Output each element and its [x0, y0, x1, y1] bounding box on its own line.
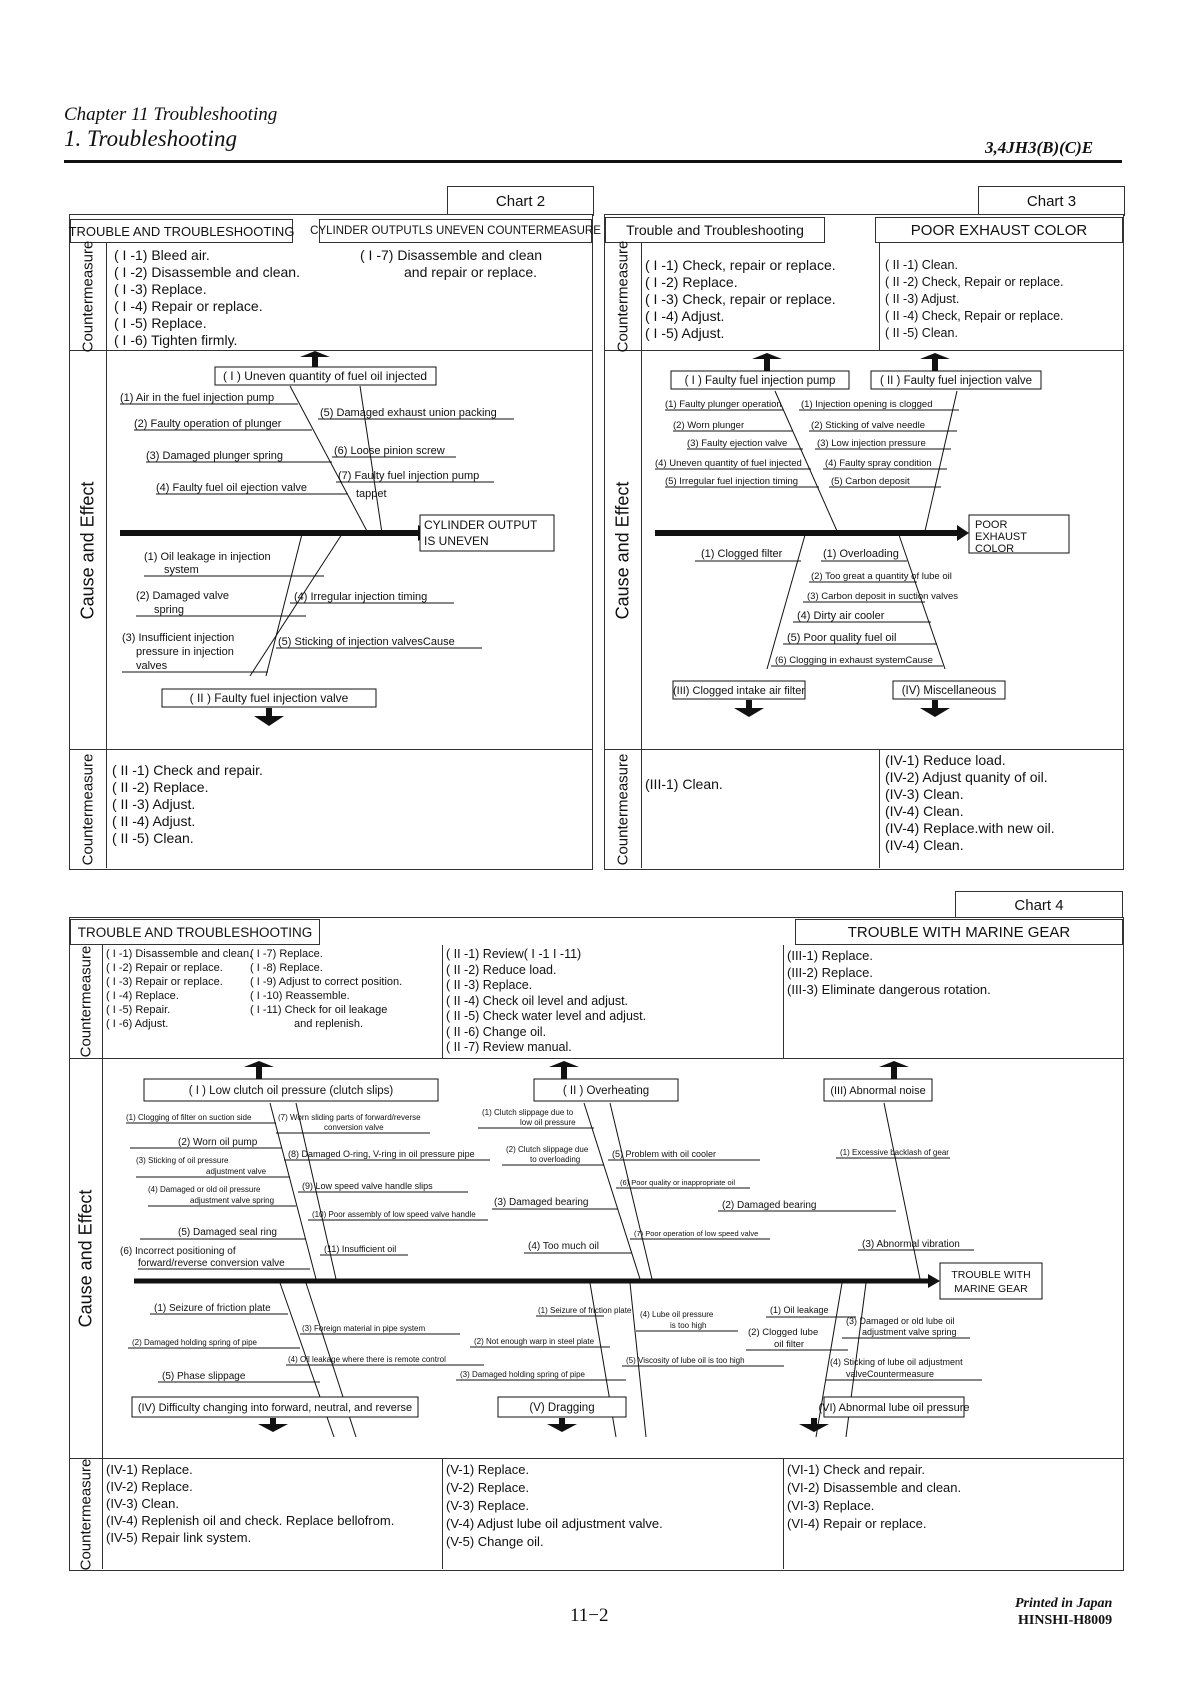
chart4-bottom-col3: (VI-1) Check and repair. (VI-2) Disassemble and clean. (VI-3) Replace. (VI-4) Repair or replace.: [787, 1462, 962, 1531]
page-number: 11−2: [570, 1605, 609, 1626]
chart4-cause-14: (3) Damaged bearing: [494, 1197, 589, 1208]
chart3-cause-13: (2) Too great a quantity of lube oil: [811, 571, 952, 582]
chart4-cause-12: (1) Clutch slippage due to: [482, 1108, 574, 1117]
chart3-bottom-col1: (III-1) Clean.: [645, 776, 723, 792]
svg-text:to overloading: to overloading: [530, 1155, 581, 1164]
section-title: 1. Troubleshooting: [64, 126, 237, 151]
chart3-effect-1: POOR: [975, 519, 1008, 531]
chart4-cause-4: (4) Damaged or old oil pressure: [148, 1185, 261, 1194]
chart2-ce-vlabel: Cause and Effect: [70, 351, 107, 749]
chart4-cause-effect: [70, 1059, 1123, 1459]
chart3-right-title: POOR EXHAUST COLOR: [875, 217, 1123, 243]
chart3-cause-14: (3) Carbon deposit in suction valves: [807, 591, 959, 602]
chart4-bottom-col1: (IV-1) Replace. (IV-2) Replace. (IV-3) Clean. (IV-4) Replenish oil and check. Replace bellofrom. (IV-5) Repair link system.: [106, 1462, 395, 1545]
chart3-cause-2: (2) Worn plunger: [673, 420, 745, 431]
chart2-cause-10: (3) Insufficient injection: [122, 632, 235, 644]
chart2-cause-8: (1) Oil leakage in injection: [144, 551, 271, 563]
chart3-cause-10: (5) Carbon deposit: [831, 476, 910, 487]
chart4-group-1: ( I ) Low clutch oil pressure (clutch slips): [188, 1085, 394, 1097]
chart2-fishbone: [70, 351, 592, 749]
chart4-group-4: (IV) Difficulty changing into forward, neutral, and reverse: [137, 1402, 413, 1414]
chart2-label: Chart 2: [447, 186, 594, 216]
chart2-left-title: TROUBLE AND TROUBLESHOOTING: [70, 219, 293, 243]
chart4-cause-15: (4) Too much oil: [528, 1241, 599, 1252]
chart4-group-5: (V) Dragging: [529, 1402, 595, 1414]
chart4-cause-22: (1) Seizure of friction plate: [154, 1303, 271, 1314]
chart3-group-1: ( I ) Faulty fuel injection pump: [684, 375, 836, 387]
chart2-panel: [68, 214, 601, 870]
chart4-cause-35: (4) Sticking of lube oil adjustment: [830, 1357, 963, 1367]
svg-text:spring: spring: [154, 604, 184, 616]
chart4-label: Chart 4: [955, 891, 1123, 919]
chart3-bottom-countermeasure: [605, 750, 1123, 868]
chart2-effect-2: IS UNEVEN: [424, 534, 489, 548]
chart2-cause-5: (5) Damaged exhaust union packing: [320, 407, 497, 419]
chart3-cause-9: (4) Faulty spray condition: [825, 458, 932, 469]
svg-text:forward/reverse conversion val: forward/reverse conversion valve: [138, 1258, 285, 1269]
chart3-effect-3: COLOR: [975, 543, 1015, 555]
chart4-bottom-vlabel: Countermeasure: [70, 1459, 103, 1569]
chart3-cause-1: (1) Faulty plunger operation: [665, 399, 782, 410]
chart2-group-top: ( I ) Uneven quantity of fuel oil injected: [222, 369, 428, 383]
chart2-cause-7: (7) Faulty fuel injection pump: [338, 470, 480, 482]
chart4-cause-6: (6) Incorrect positioning of: [120, 1246, 236, 1257]
chart2-cause-12: (5) Sticking of injection valvesCause: [278, 636, 455, 648]
svg-text:low oil pressure: low oil pressure: [520, 1118, 576, 1127]
chart4-cause-5: (5) Damaged seal ring: [178, 1227, 277, 1238]
chart4-bottom-col2: (V-1) Replace. (V-2) Replace. (V-3) Replace. (V-4) Adjust lube oil adjustment valve. (V-5) Change oil.: [446, 1462, 663, 1549]
chart4-cause-3: (3) Sticking of oil pressure: [136, 1156, 229, 1165]
printed-note: Printed in Japan: [1015, 1596, 1113, 1611]
chart3-cause-12: (1) Overloading: [823, 548, 899, 560]
chart4-cause-18: (7) Poor operation of low speed valve: [634, 1229, 759, 1238]
chart3-top-col1: ( I -1) Check, repair or replace. ( I -2) Replace. ( I -3) Check, repair or replace. ( I -4) Adjust. ( I -5) Adjust.: [645, 257, 836, 341]
chart4-cause-29: (3) Damaged holding spring of pipe: [460, 1370, 585, 1379]
chart4-cause-8: (8) Damaged O-ring, V-ring in oil pressure pipe: [288, 1149, 475, 1159]
chart3-group-3: (III) Clogged intake air filter: [672, 685, 806, 697]
chart4-cause-13: (2) Clutch slippage due: [506, 1145, 589, 1154]
chart4-cause-26: (5) Phase slippage: [162, 1371, 246, 1382]
chart3-top-col2: ( II -1) Clean. ( II -2) Check, Repair or replace. ( II -3) Adjust. ( II -4) Check, Repair or replace. ( II -5) Clean.: [885, 258, 1064, 340]
chart2-top-col1: ( I -1) Bleed air. ( I -2) Disassemble and clean. ( I -3) Replace. ( I -4) Repair or replace. ( I -5) Replace. ( I -6) Tighten firmly.: [114, 247, 300, 348]
svg-text:adjustment valve spring: adjustment valve spring: [862, 1327, 957, 1337]
svg-text:valveCountermeasure: valveCountermeasure: [846, 1369, 935, 1379]
chart4-top-col3: (III-1) Replace. (III-2) Replace. (III-3) Eliminate dangerous rotation.: [787, 948, 991, 997]
chart2-effect-1: CYLINDER OUTPUT: [424, 518, 538, 532]
chart4-bottom-countermeasure: [70, 1459, 1123, 1569]
chart4-top-vlabel: Countermeasure: [70, 945, 103, 1058]
chart4-cause-32: (1) Oil leakage: [770, 1305, 829, 1315]
chart4-group-3: (III) Abnormal noise: [830, 1085, 926, 1097]
chart3-cause-16: (5) Poor quality fuel oil: [787, 632, 897, 644]
chart4-cause-23: (2) Damaged holding spring of pipe: [132, 1338, 257, 1347]
chart2-cause-7b: tappet: [356, 488, 387, 500]
chart4-cause-30: (4) Lube oil pressure: [640, 1310, 714, 1319]
chart4-top-countermeasure: [70, 945, 1123, 1059]
chart2-cause-effect: [70, 351, 592, 750]
chart2-top-col2: ( I -7) Disassemble and clean and repair or replace.: [360, 247, 543, 280]
svg-text:system: system: [164, 564, 199, 576]
svg-text:adjustment valve: adjustment valve: [206, 1167, 267, 1176]
svg-text:valves: valves: [136, 660, 168, 672]
chart3-cause-11: (1) Clogged filter: [701, 548, 783, 560]
chart3-cause-3: (3) Faulty ejection valve: [687, 438, 788, 449]
chart3-group-2: ( II ) Faulty fuel injection valve: [879, 375, 1033, 387]
chart3-top-vlabel: Countermeasure: [605, 243, 642, 350]
chart3-cause-4: (4) Uneven quantity of fuel injected: [655, 458, 802, 469]
chart4-cause-9: (9) Low speed valve handle slips: [302, 1181, 433, 1191]
chart3-top-countermeasure: [605, 240, 1123, 353]
chart4-cause-31: (5) Viscosity of lube oil is too high: [626, 1356, 745, 1365]
chart4-cause-11: (11) Insufficient oil: [324, 1244, 397, 1254]
chart2-bottom-col1: ( II -1) Check and repair. ( II -2) Replace. ( II -3) Adjust. ( II -4) Adjust. ( II -5) Clean.: [112, 762, 263, 846]
chart3-cause-8: (3) Low injection pressure: [817, 438, 926, 449]
chart4-effect-2: MARINE GEAR: [954, 1283, 1028, 1295]
chart2-bottom-vlabel: Countermeasure: [70, 750, 107, 868]
chart4-right-title: TROUBLE WITH MARINE GEAR: [795, 919, 1123, 945]
chart4-cause-33: (2) Clogged lube: [748, 1327, 819, 1338]
chart3-bottom-col2: (IV-1) Reduce load. (IV-2) Adjust quanity of oil. (IV-3) Clean. (IV-4) Clean. (IV-4) Replace.with new oil. (IV-4) Clean.: [885, 752, 1055, 853]
chart4-cause-20: (2) Damaged bearing: [722, 1200, 817, 1211]
chart3-bottom-vlabel: Countermeasure: [605, 750, 642, 868]
chart2-cause-2: (2) Faulty operation of plunger: [134, 418, 282, 430]
chart2-cause-3: (3) Damaged plunger spring: [146, 450, 283, 462]
chart3-cause-15: (4) Dirty air cooler: [797, 610, 885, 622]
chart4-cause-27: (1) Seizure of friction plate: [538, 1306, 632, 1315]
svg-text:pressure in injection: pressure in injection: [136, 646, 234, 658]
chart4-cause-24: (3) Foreign material in pipe system: [302, 1324, 426, 1333]
chart3-cause-effect: [605, 351, 1123, 750]
chapter-title: Chapter 11 Troubleshooting: [64, 104, 278, 125]
chart4-effect-1: TROUBLE WITH: [951, 1269, 1031, 1281]
svg-text:adjustment valve spring: adjustment valve spring: [190, 1196, 275, 1205]
svg-text:is too high: is too high: [670, 1321, 707, 1330]
chart2-top-vlabel: Countermeasure: [70, 243, 107, 350]
chart3-cause-5: (5) Irregular fuel injection timing: [665, 476, 799, 487]
chart4-fishbone: [70, 1059, 1123, 1458]
chart2-cause-11: (4) Irregular injection timing: [294, 591, 428, 603]
chart3-ce-vlabel: Cause and Effect: [605, 351, 642, 749]
chart4-left-title: TROUBLE AND TROUBLESHOOTING: [70, 919, 320, 945]
chart3-group-4: (IV) Miscellaneous: [901, 685, 997, 697]
chart4-cause-10: (10) Poor assembly of low speed valve handle: [312, 1210, 476, 1219]
chart3-left-title: Trouble and Troubleshooting: [605, 217, 825, 243]
chart4-top-col2: ( II -1) Review( I -1 I -11) ( II -2) Reduce load. ( II -3) Replace. ( II -4) Check oil level and adjust. ( II -5) Check water level and adjust. ( II -6) Change oil. ( II -7) Review manual.: [446, 947, 647, 1054]
chart4-cause-17: (6) Poor quality or inappropriate oil: [620, 1178, 736, 1187]
chart2-group-bottom: ( II ) Faulty fuel injection valve: [189, 691, 349, 705]
chart4-ce-vlabel: Cause and Effect: [70, 1059, 103, 1458]
chart4-cause-1: (1) Clogging of filter on suction side: [126, 1113, 252, 1122]
chart3-fishbone: [605, 351, 1123, 749]
chart2-cause-9: (2) Damaged valve: [136, 590, 229, 602]
chart4-group-6: (VI) Abnormal lube oil pressure: [818, 1402, 970, 1414]
chart3-label: Chart 3: [978, 186, 1125, 216]
chart4-panel: [69, 917, 1124, 1571]
chart3-cause-17: (6) Clogging in exhaust systemCause: [775, 655, 933, 666]
chart4-cause-16: (5) Problem with oil cooler: [612, 1149, 717, 1159]
chart3-cause-7: (2) Sticking of valve needle: [811, 420, 926, 431]
chart3-panel: [604, 214, 1124, 870]
chart4-cause-28: (2) Not enough warp in steel plate: [474, 1337, 595, 1346]
chart3-cause-6: (1) Injection opening is clogged: [801, 399, 933, 410]
document-code: HINSHI-H8009: [1018, 1613, 1113, 1628]
chart4-cause-7: (7) Worn sliding parts of forward/reverse: [278, 1113, 421, 1122]
chart4-cause-21: (3) Abnormal vibration: [862, 1239, 960, 1250]
chart2-top-countermeasure: [70, 240, 592, 353]
chart4-top-col1a: ( I -1) Disassemble and clean. ( I -2) Repair or replace. ( I -3) Repair or replace. ( I -4) Replace. ( I -5) Repair. ( I -6) Adjust.: [106, 948, 253, 1030]
chart2-cause-1: (1) Air in the fuel injection pump: [120, 392, 275, 404]
chart2-right-title: CYLINDER OUTPUTLS UNEVEN COUNTERMEASURE: [319, 219, 592, 243]
chart4-cause-2: (2) Worn oil pump: [178, 1137, 258, 1148]
chart2-bottom-countermeasure: [70, 750, 592, 868]
chart2-cause-6: (6) Loose pinion screw: [334, 445, 445, 457]
chart4-top-col1b: ( I -7) Replace. ( I -8) Replace. ( I -9) Adjust to correct position. ( I -10) Reassemble. ( I -11) Check for oil leakage and replenish.: [250, 948, 403, 1030]
chart3-effect-2: EXHAUST: [975, 531, 1027, 543]
header-rule: [64, 160, 1122, 163]
model-number: 3,4JH3(B)(C)E: [985, 138, 1094, 157]
chart4-cause-34: (3) Damaged or old lube oil: [846, 1316, 955, 1326]
svg-text:conversion valve: conversion valve: [324, 1123, 384, 1132]
svg-text:oil filter: oil filter: [774, 1339, 805, 1350]
chart4-cause-19: (1) Excessive backlash of gear: [840, 1148, 949, 1157]
chart4-group-2: ( II ) Overheating: [562, 1085, 650, 1097]
chart2-cause-4: (4) Faulty fuel oil ejection valve: [156, 482, 308, 494]
chart4-cause-25: (4) Oil leakage where there is remote control: [288, 1355, 446, 1364]
